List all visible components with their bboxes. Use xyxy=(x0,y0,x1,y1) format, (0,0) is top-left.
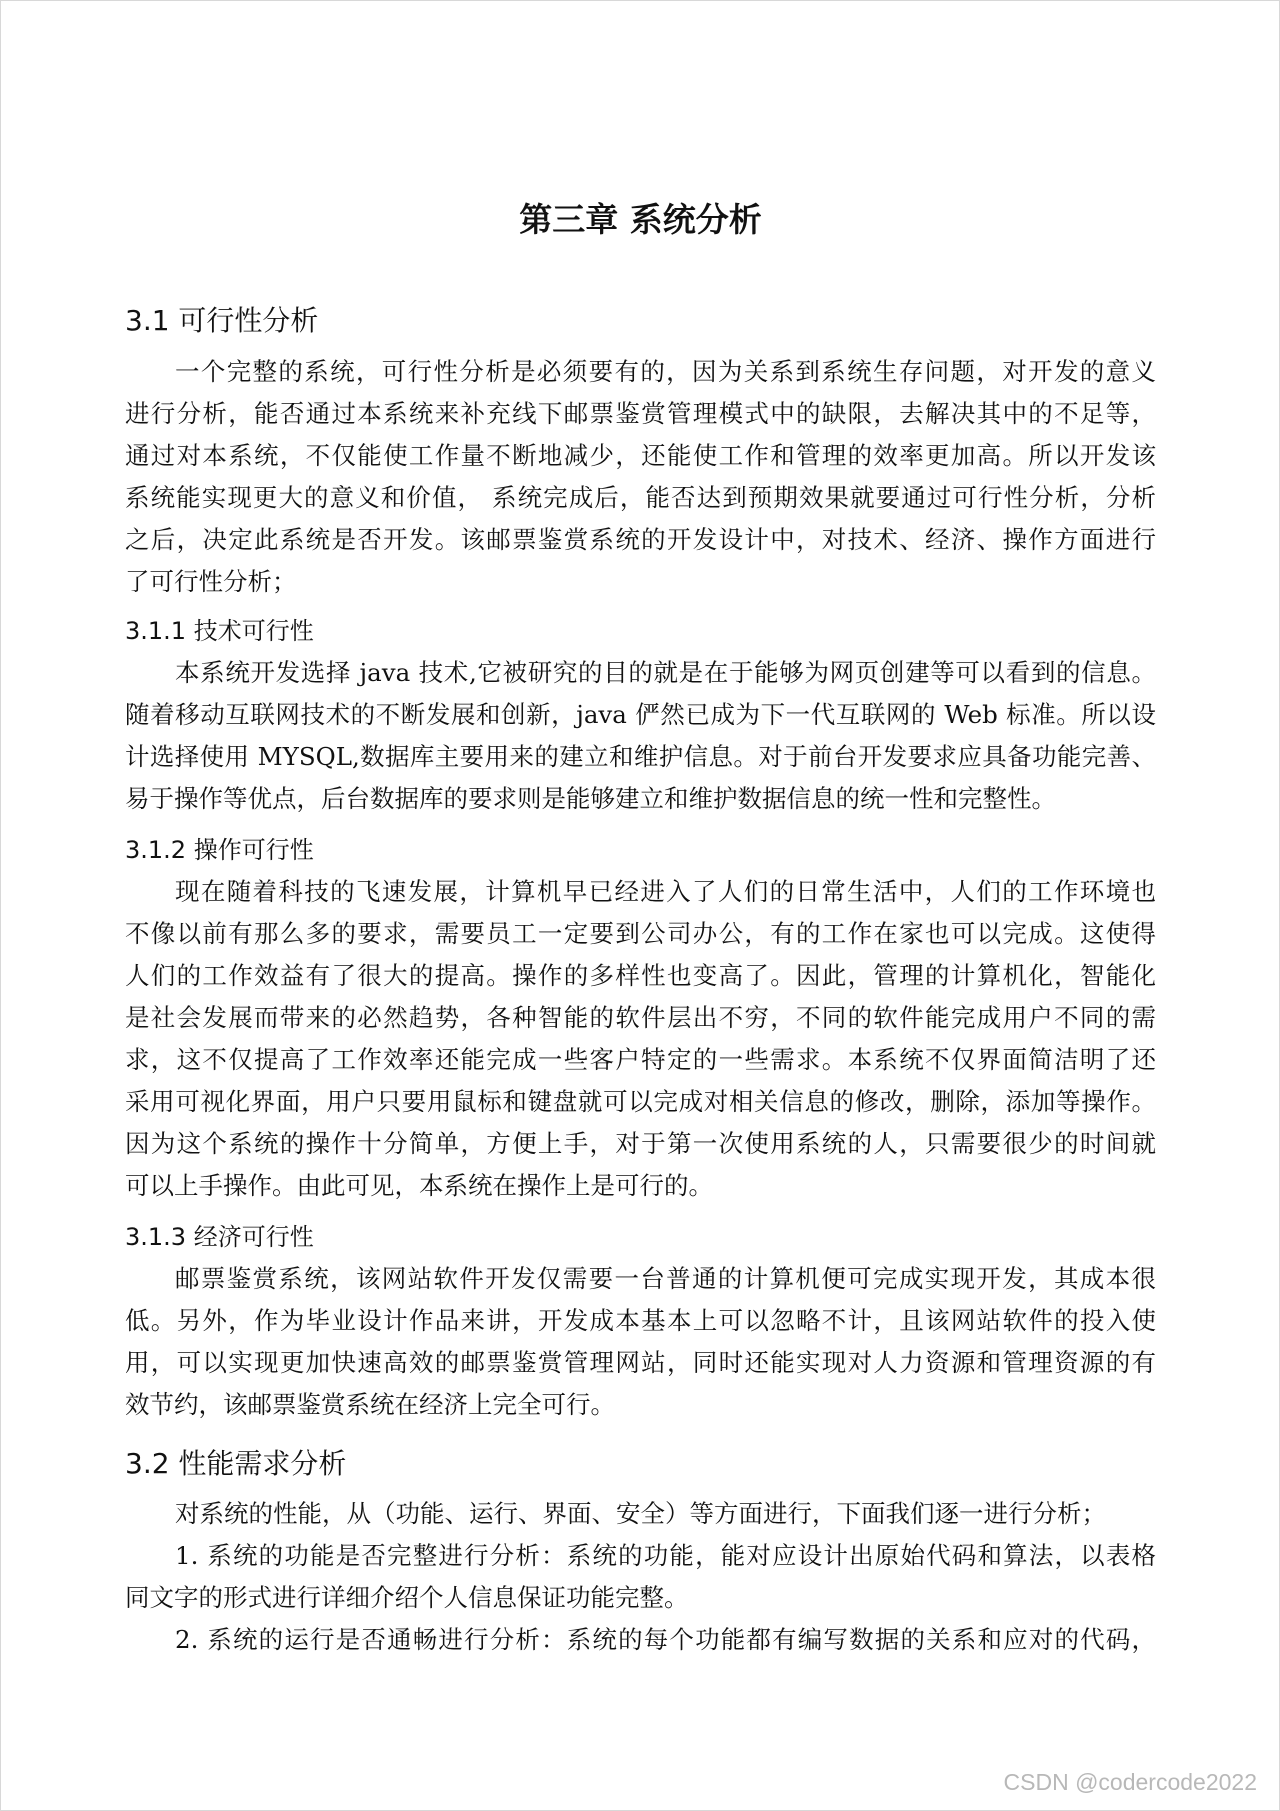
paragraph xyxy=(125,351,1156,603)
text-line: 同文字的形式进行详细介绍个人信息保证功能完整。 xyxy=(125,1583,689,1612)
text-line: 进行分析，能否通过本系统来补充线下邮票鉴赏管理模式中的缺限，去解决其中的不足等， xyxy=(125,399,1156,428)
paragraph xyxy=(125,1535,1156,1619)
text-line: 随着移动互联网技术的不断发展和创新，java 俨然已成为下一代互联网的 Web 标准。所以设 xyxy=(125,700,1156,729)
text-line: 因为这个系统的操作十分简单，方便上手，对于第一次使用系统的人，只需要很少的时间就 xyxy=(125,1129,1156,1158)
text-line: 低。另外，作为毕业设计作品来讲，开发成本基本上可以忽略不计，且该网站软件的投入使 xyxy=(125,1306,1156,1335)
text-line: 通过对本系统，不仅能使工作量不断地减少，还能使工作和管理的效率更加高。所以开发该 xyxy=(125,441,1156,470)
section-heading: 3.2 性能需求分析 xyxy=(125,1447,347,1480)
section-heading: 3.1 可行性分析 xyxy=(125,304,319,337)
paragraph xyxy=(125,1258,1156,1426)
section-heading: 3.1.3 经济可行性 xyxy=(125,1223,314,1251)
text-line: 2. 系统的运行是否通畅进行分析：系统的每个功能都有编写数据的关系和应对的代码， xyxy=(175,1625,1156,1654)
text-line: 了可行性分析； xyxy=(125,567,297,596)
text-line: 1. 系统的功能是否完整进行分析：系统的功能，能对应设计出原始代码和算法，以表格 xyxy=(175,1541,1156,1570)
text-line: 一个完整的系统，可行性分析是必须要有的，因为关系到系统生存问题，对开发的意义 xyxy=(175,357,1156,386)
text-line: 效节约，该邮票鉴赏系统在经济上完全可行。 xyxy=(125,1390,615,1419)
paragraph xyxy=(125,871,1156,1207)
text-line: 之后，决定此系统是否开发。该邮票鉴赏系统的开发设计中，对技术、经济、操作方面进行 xyxy=(125,525,1156,554)
chapter-title: 第三章 系统分析 xyxy=(519,200,762,239)
text-line: 采用可视化界面，用户只要用鼠标和键盘就可以完成对相关信息的修改，删除，添加等操作。 xyxy=(125,1087,1156,1116)
text-line: 人们的工作效益有了很大的提高。操作的多样性也变高了。因此，管理的计算机化，智能化 xyxy=(125,961,1156,990)
text-line: 可以上手操作。由此可见，本系统在操作上是可行的。 xyxy=(125,1171,713,1200)
watermark: CSDN @codercode2022 xyxy=(1003,1769,1257,1795)
text-line: 不像以前有那么多的要求，需要员工一定要到公司办公，有的工作在家也可以完成。这使得 xyxy=(125,919,1156,948)
page-content xyxy=(125,195,1156,1661)
text-line: 用，可以实现更加快速高效的邮票鉴赏管理网站，同时还能实现对人力资源和管理资源的有 xyxy=(125,1348,1156,1377)
paragraph xyxy=(125,1493,1156,1535)
text-line: 系统能实现更大的意义和价值， 系统完成后，能否达到预期效果就要通过可行性分析，分析 xyxy=(125,483,1156,512)
section-heading: 3.1.2 操作可行性 xyxy=(125,836,314,864)
text-line: 邮票鉴赏系统，该网站软件开发仅需要一台普通的计算机便可完成实现开发，其成本很 xyxy=(175,1264,1156,1293)
text-line: 是社会发展而带来的必然趋势，各种智能的软件层出不穷，不同的软件能完成用户不同的需 xyxy=(125,1003,1156,1032)
text-line: 计选择使用 MYSQL,数据库主要用来的建立和维护信息。对于前台开发要求应具备功能完善、 xyxy=(125,742,1156,771)
text-line: 对系统的性能，从（功能、运行、界面、安全）等方面进行，下面我们逐一进行分析； xyxy=(175,1499,1106,1528)
paragraph xyxy=(125,652,1156,820)
text-line: 求，这不仅提高了工作效率还能完成一些客户特定的一些需求。本系统不仅界面简洁明了还 xyxy=(125,1045,1156,1074)
text-line: 现在随着科技的飞速发展，计算机早已经进入了人们的日常生活中，人们的工作环境也 xyxy=(175,877,1156,906)
section-heading: 3.1.1 技术可行性 xyxy=(125,617,314,645)
paragraph xyxy=(125,1619,1156,1661)
text-line: 易于操作等优点，后台数据库的要求则是能够建立和维护数据信息的统一性和完整性。 xyxy=(125,784,1056,813)
text-line: 本系统开发选择 java 技术,它被研究的目的就是在于能够为网页创建等可以看到的信息。 xyxy=(175,658,1156,687)
